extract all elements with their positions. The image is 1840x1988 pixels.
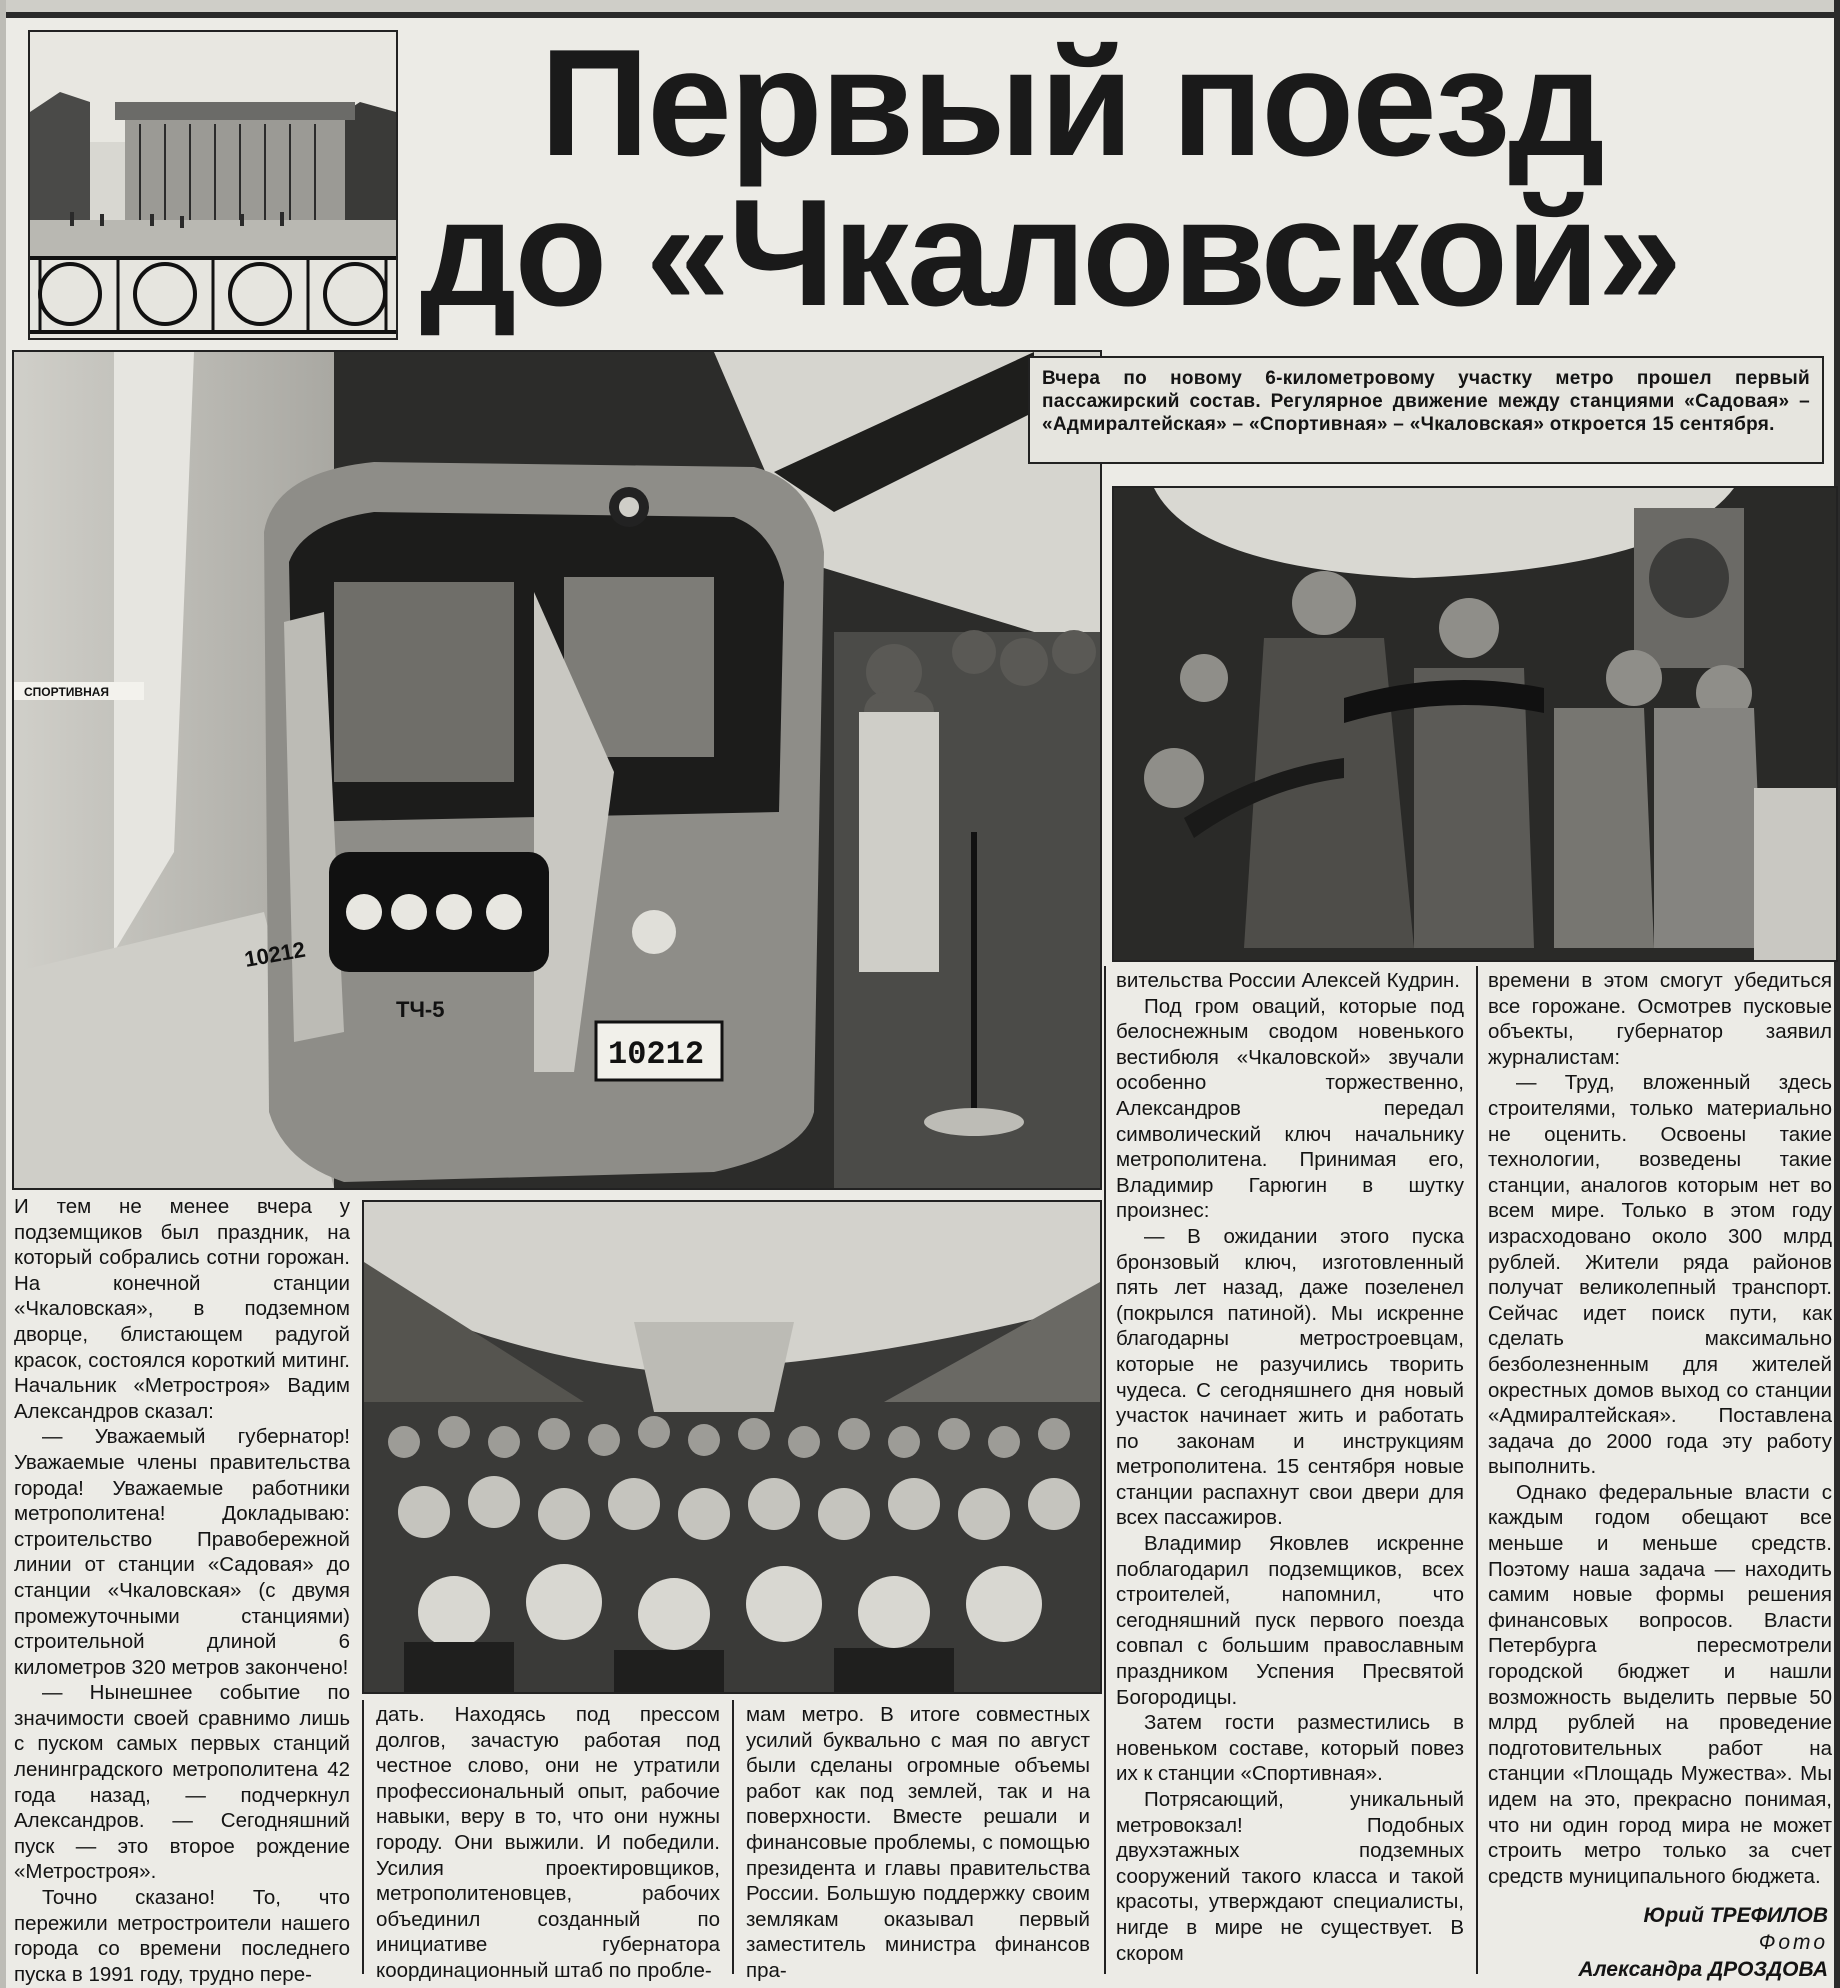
article-column-1: [14, 1194, 350, 1987]
photographer-name: Александра ДРОЗДОВА: [1578, 1958, 1828, 1981]
headline-line-2: до «Чкаловской»: [420, 168, 1680, 338]
lead-box: [1028, 356, 1824, 464]
col5-para-3: Однако федеральные власти с каждым годом обещают все меньше и меньше средств. Поэтому наша задача — находить самим новые формы решения финансовых вопросов. Власти Петербурга пересмотрели городской бюджет и нашли возможность выделить первые 50 млрд рублей на проведение подготовительных работ на станции «Площадь Мужества». Мы идем на это, прекрасно понимая, что ни один город мира не может строить метро только за счет средств муниципального бюджета.: [1488, 1480, 1832, 1888]
station-sign-text: СПОРТИВНАЯ: [24, 685, 110, 699]
col2-text: дать. Находясь под прессом долгов, зачастую работая под честное слово, они не утратили профессиональный опыт, рабочие навыки, веру в то, что они нужны городу. Они выжили. И победили. Усилия проектировщиков, метрополитеновцев, рабочих объединил созданный по инициативе губернатора координационный штаб по пробле-: [376, 1703, 720, 1982]
author-name: Юрий ТРЕФИЛОВ: [1643, 1904, 1828, 1927]
col4-para-2: Под гром оваций, которые под белоснежным сводом новенького вестибюля «Чкаловской» звучали особенно торжественно, Александров передал символический ключ начальнику метрополитена. Принимая его, Владимир Гарюгин в шутку произнес:: [1116, 994, 1464, 1223]
article-column-4: [1116, 968, 1464, 1966]
photo-platform-crowd: [362, 1200, 1102, 1694]
col5-para-2: — Труд, вложенный здесь строителями, только материально не оценить. Освоены такие технологии, возведены такие станции, аналогов которым нет во всем мире. Только в этом году израсходовано около 300 млрд рублей. Жители ряда районов получат великолепный транспорт. Сейчас идет поиск пути, как сделать максимально безболезненным для жителей окрестных домов выход со станции «Адмиралтейская». Поставлена задача до 2000 года эту работу выполнить.: [1488, 1071, 1832, 1479]
col1-para-3: — Нынешнее событие по значимости своей сравнимо лишь с пуском самых первых станций ленинградского метрополитена 42 года назад, — подчеркнул Александров. — Сегодняшний пуск — это второе рождение «Метростроя».: [14, 1681, 350, 1884]
article-column-3: [746, 1702, 1090, 1984]
train-code: ТЧ-5: [396, 997, 445, 1022]
photo-train-arrival: [12, 350, 1102, 1190]
column-rule-4: [1476, 966, 1478, 1974]
col1-para-1: И тем не менее вчера у подземщиков был праздник, на который собрались сотни горожан. На конечной станции «Чкаловская», в подземном дворце, блистающем радугой красок, состоялся короткий митинг. Начальник «Метростроя» Вадим Александров сказал:: [14, 1195, 350, 1423]
train-number-left: 10212: [242, 936, 308, 972]
train-number-plate: 10212: [608, 1036, 705, 1073]
column-rule-1: [362, 1700, 364, 1974]
photo-ribbon-ceremony: [1112, 486, 1838, 962]
article-column-2: [376, 1702, 720, 1984]
scan-edge-left: [0, 0, 6, 1988]
col4-para-3: — В ожидании этого пуска бронзовый ключ, изготовленный пять лет назад, даже позеленел (покрылся патиной). Мы искренне благодарны метростроевцам, которые не разучились творить чудеса. С сегодняшнего дня новый участок начинает жить и работать по законам и инструкциям метрополитена. 15 сентября новые станции распахнут свои двери для всех пассажиров.: [1116, 1224, 1464, 1530]
col5-para-1: времени в этом смогут убедиться все горожане. Осмотрев пусковые объекты, губернатор заявил журналистам:: [1488, 969, 1832, 1069]
col4-para-6: Потрясающий, уникальный метровокзал! Подобных двухэтажных подземных сооружений такого класса и такой красоты, утверждают специалисты, нигде в мире не существует. В скором: [1116, 1788, 1464, 1965]
column-rule-3: [1104, 966, 1106, 1974]
headline-line-1: Первый поезд: [540, 18, 1603, 188]
scan-edge-right: [1834, 0, 1840, 1988]
col4-para-4: Владимир Яковлев искренне поблагодарил подземщиков, всех строителей, напомнил, что сегодняшний пуск первого поезда совпал с большим православным праздником Успения Пресвятой Богородицы.: [1116, 1532, 1464, 1709]
photo-credit-label: Фото: [1758, 1931, 1828, 1954]
byline: [1578, 1902, 1828, 1983]
col4-para-5: Затем гости разместились в новеньком составе, который повез их к станции «Спортивная».: [1116, 1711, 1464, 1786]
col1-para-2: — Уважаемый губернатор! Уважаемые члены правительства города! Уважаемые работники метрополитена! Докладываю: строительство Правобережной линии от станции «Садовая» до станции «Чкаловская» (с двумя промежуточными станциями) строительной длиной 6 километров 320 метров закончено!: [14, 1425, 350, 1679]
lead-text: Вчера по новому 6-километровому участку метро прошел первый пассажирский состав. Регулярное движение между станциями «Садовая» – «Адмиралтейская» – «Спортивная» – «Чкаловская» откроется 15 сентября.: [1042, 368, 1810, 435]
col3-text: мам метро. В итоге совместных усилий буквально с мая по август были сделаны огромные объемы работ как под землей, так и на поверхности. Вместе решали и финансовые проблемы, с помощью президента и главы правительства России. Большую поддержку своим землякам оказывал первый заместитель министра финансов пра-: [746, 1703, 1090, 1982]
headline: [420, 18, 1820, 338]
col1-para-4: Точно сказано! То, что пережили метростроители нашего города со времени последнего пуска в 1991 году, трудно пере-: [14, 1886, 350, 1986]
article-column-5: [1488, 968, 1832, 1889]
col4-para-1: вительства России Алексей Кудрин.: [1116, 969, 1460, 992]
photo-station-exterior: [28, 30, 398, 340]
scan-edge-top: [0, 0, 1840, 12]
column-rule-2: [732, 1700, 734, 1974]
